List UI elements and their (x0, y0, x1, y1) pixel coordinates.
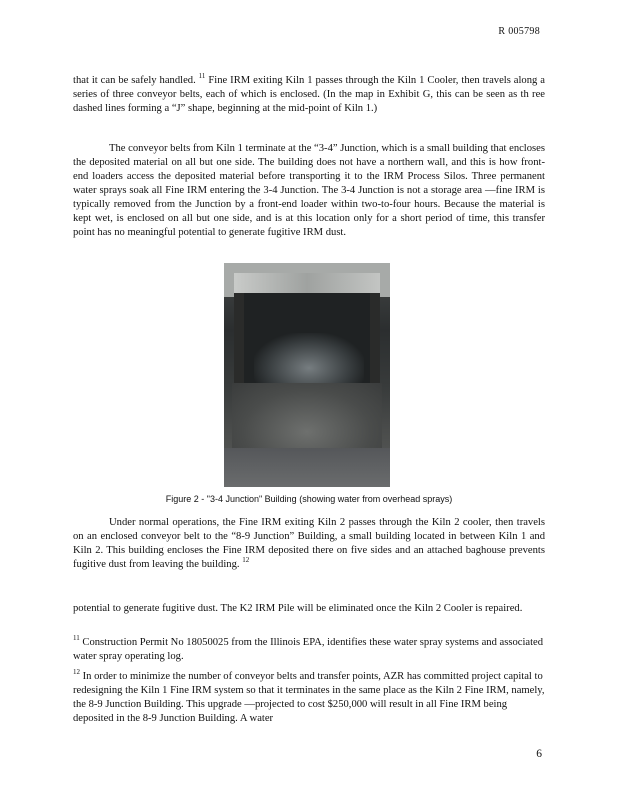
paragraph-text: Under normal operations, the Fine IRM exiting Kiln 2 passes through the Kiln 2 cooler, then travels on an enclosed conveyor belt to the “8-9 Junction” Building, a small building located in between Kiln 1 and Kiln 2. This building encloses the Fine IRM deposited there on five sides and an attached baghouse prevents fugitive dust from leaving the building. (73, 517, 545, 570)
photo-roof (224, 263, 390, 297)
photo-material-pile (232, 383, 382, 453)
bates-number: R 005798 (498, 26, 540, 37)
photo-ground (224, 448, 390, 487)
figure-3-4-junction-photo (224, 263, 390, 487)
paragraph-text: Fine IRM exiting Kiln 1 passes through the Kiln 1 Cooler, then travels along a series of three conveyor belts, each of which is enclosed. (In the map in Exhibit G, this can be seen as th ree dashed lines forming a “J” shape, beginning at the mid-point of Kiln 1.) (73, 75, 545, 114)
page-number: 6 (536, 748, 542, 760)
paragraph-3-4-junction: The conveyor belts from Kiln 1 terminate at the “3-4” Junction, which is a small building that encloses the deposited material on all but one side. The building does not have a northern wall, and this is how front-end loaders access the deposited material before transporting it to the IRM Process Silos. Three permanent water sprays soak all Fine IRM entering the 3-4 Junction. The 3-4 Junction is not a storage area —fine IRM is typically removed from the Junction by a front-end loader within two-to-four hours. Because the material is kept wet, is enclosed on all but one side, and is at this location only for a short period of time, this transfer point has no meaningful potential to generate fugitive IRM dust. (73, 143, 545, 238)
paragraph-kiln1-cooler (73, 74, 545, 116)
footnote-12 (73, 670, 545, 726)
footnote-11 (73, 636, 545, 664)
paragraph-k2-irm-pile: potential to generate fugitive dust. The K2 IRM Pile will be eliminated once the Kiln 2 Cooler is repaired. (73, 603, 523, 614)
paragraph-text: that it can be safely handled. (73, 75, 196, 86)
footnote-number: 12 (73, 668, 80, 676)
footnote-ref-11[interactable]: 11 (198, 72, 206, 80)
footnote-text: In order to minimize the number of conveyor belts and transfer points, AZR has committed project capital to redesigning the Kiln 1 Fine IRM system so that it terminates in the same place as the Kiln 2 Fine IRM, namely, the 8-9 Junction Building. This upgrade —projected to cost $250,000 will result in all Fine IRM being deposited in the 8-9 Junction Building. A water (73, 671, 545, 724)
footnote-ref-12[interactable]: 12 (242, 556, 250, 564)
footnote-number: 11 (73, 634, 80, 642)
figure-caption: Figure 2 - "3-4 Junction" Building (showing water from overhead sprays) (165, 494, 453, 504)
paragraph-8-9-junction (73, 516, 545, 572)
footnote-text: Construction Permit No 18050025 from the Illinois EPA, identifies these water spray systems and associated water spray operating log. (73, 637, 544, 662)
